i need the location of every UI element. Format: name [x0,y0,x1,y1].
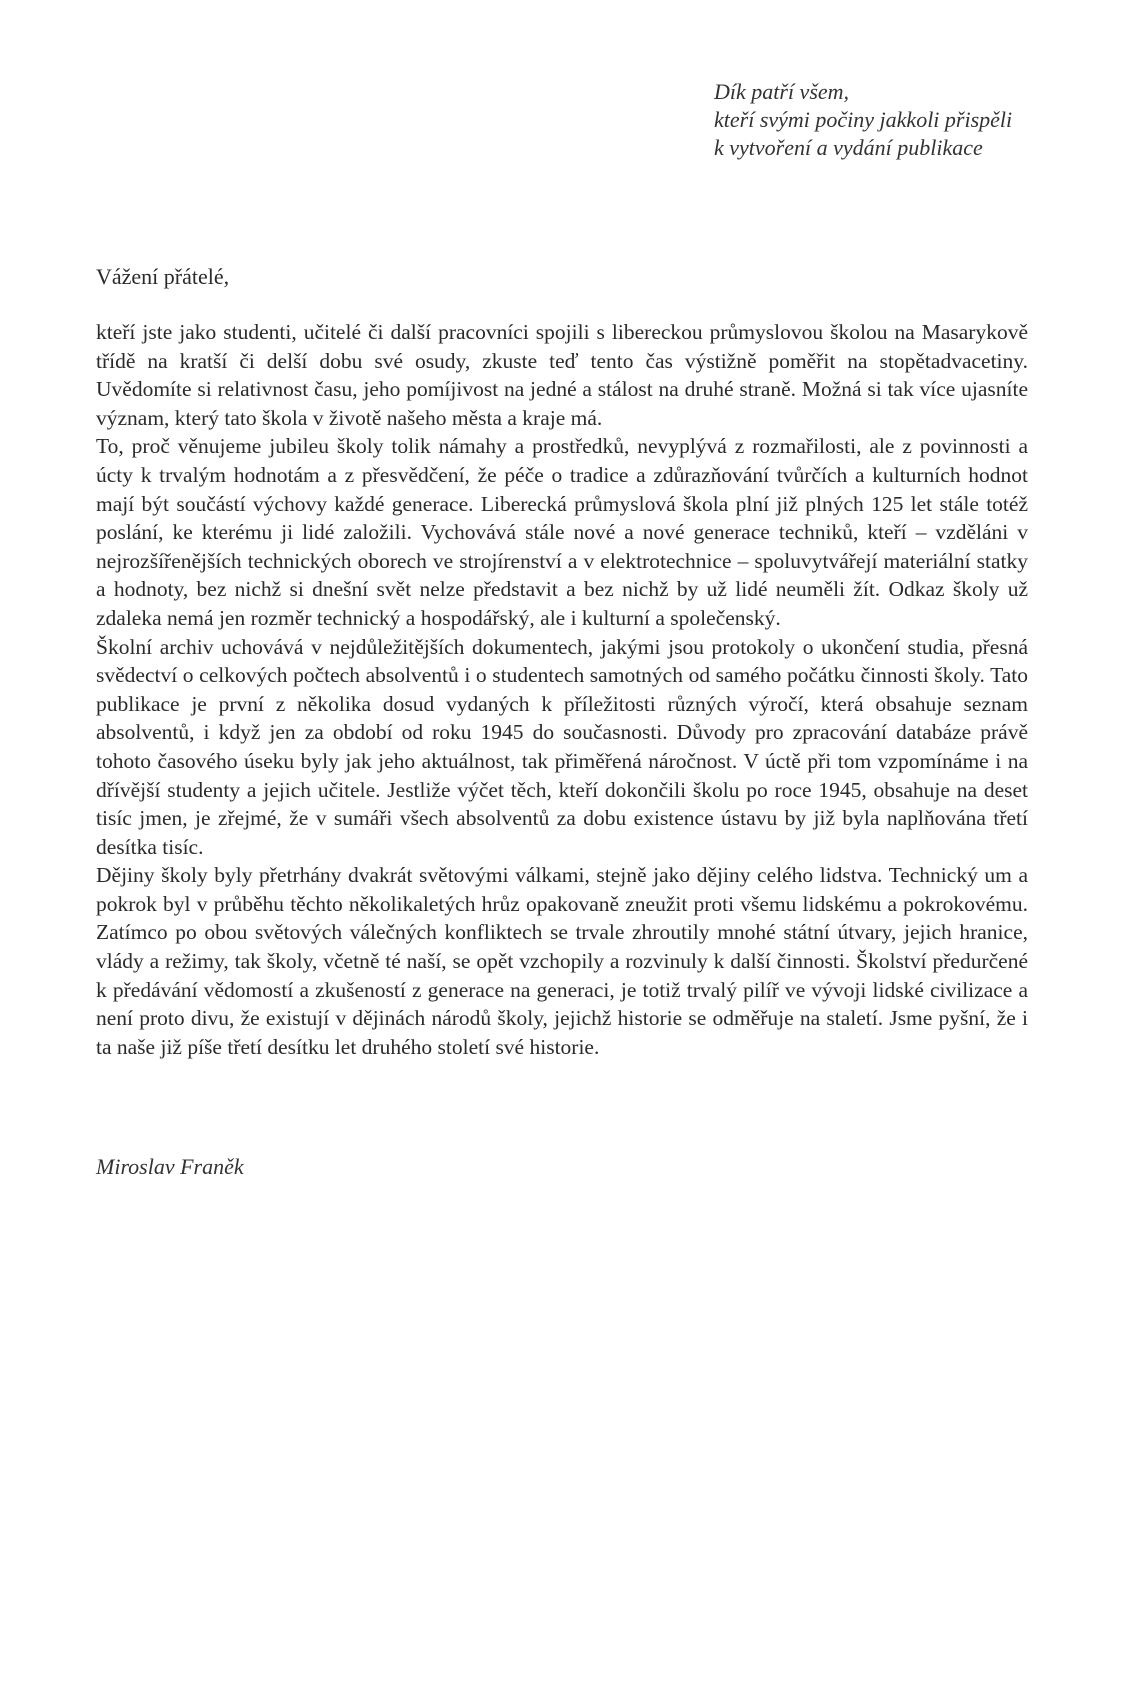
paragraph: Školní archiv uchovává v nejdůležitějších dokumentech, jakými jsou protokoly o ukončení studia, přesná svědectví o celkových počtech absolventů i o studentech samotných od samého počátku činnosti školy. Tato publikace je první z několika dosud vydaných k příležitosti různých výročí, která obsahuje seznam absolventů, i když jen za období od roku 1945 do současnosti. Důvody pro zpracování databáze právě tohoto časového úseku byly jak jeho aktuálnost, tak přiměřená náročnost. V úctě při tom vzpomínáme i na dřívější studenty a jejich učitele. Jestliže výčet těch, kteří dokončili školu po roce 1945, obsahuje na deset tisíc jmen, je zřejmé, že v sumáři všech absolventů za dobu existence ústavu by již byla naplňována třetí desítka tisíc. [96,634,1028,859]
dedication [714,78,1094,162]
paragraph: To, proč věnujeme jubileu školy tolik námahy a prostředků, nevyplývá z rozmařilosti, ale z povinnosti a úcty k trvalým hodnotám a z přesvědčení, že péče o tradice a zdůrazňování tvůrčích a kulturních hodnot mají být součástí výchovy každé generace. Liberecká průmyslová škola plní již plných 125 let stále totéž poslání, ke kterému ji lidé založili. Vychovává stále nové a nové generace techniků, kteří – vzděláni v nejrozšířenějších technických oborech ve strojírenství a v elektrotechnice – spoluvytvářejí materiální statky a hodnoty, bez nichž si dnešní svět nelze představit a bez nichž by už lidé neuměli žít. Odkaz školy už zdaleka nemá jen rozměr technický a hospodářský, ale i kulturní a společenský. [96,434,1028,630]
dedication-line: kteří svými počiny jakkoli přispěli [714,107,1013,132]
paragraph: kteří jste jako studenti, učitelé či další pracovníci spojili s libereckou průmyslovou školou na Masarykově třídě na kratší či delší dobu své osudy, zkuste teď tento čas výstižně poměřit na stopětadvacetiny. Uvědomíte si relativnost času, jeho pomíjivost na jedné a stálost na druhé straně. Možná si tak více ujasníte význam, který tato škola v životě našeho města a kraje má. [96,320,1028,430]
salutation: Vážení přátelé, [96,264,230,289]
dedication-line: Dík patří všem, [714,79,850,104]
body-text [96,318,1028,1061]
signature: Miroslav Franěk [96,1154,244,1179]
paragraph: Dějiny školy byly přetrhány dvakrát světovými válkami, stejně jako dějiny celého lidstva. Technický um a pokrok byl v průběhu těchto několikaletých hrůz opakovaně zneužit proti všemu lidskému a pokrokovému. Zatímco po obou světových válečných konfliktech se trvale zhroutily mnohé státní útvary, jejich hranice, vlády a režimy, tak školy, včetně té naší, se opět vzchopily a rozvinuly k další činnosti. Školství předurčené k předávání vědomostí a zkušeností z generace na generaci, je totiž trvalý pilíř ve vývoji lidské civilizace a není proto divu, že existují v dějinách národů školy, jejichž historie se odměřuje na staletí. Jsme pyšní, že i ta naše již píše třetí desítku let druhého století své historie. [96,863,1028,1059]
dedication-line: k vytvoření a vydání publikace [714,135,983,160]
